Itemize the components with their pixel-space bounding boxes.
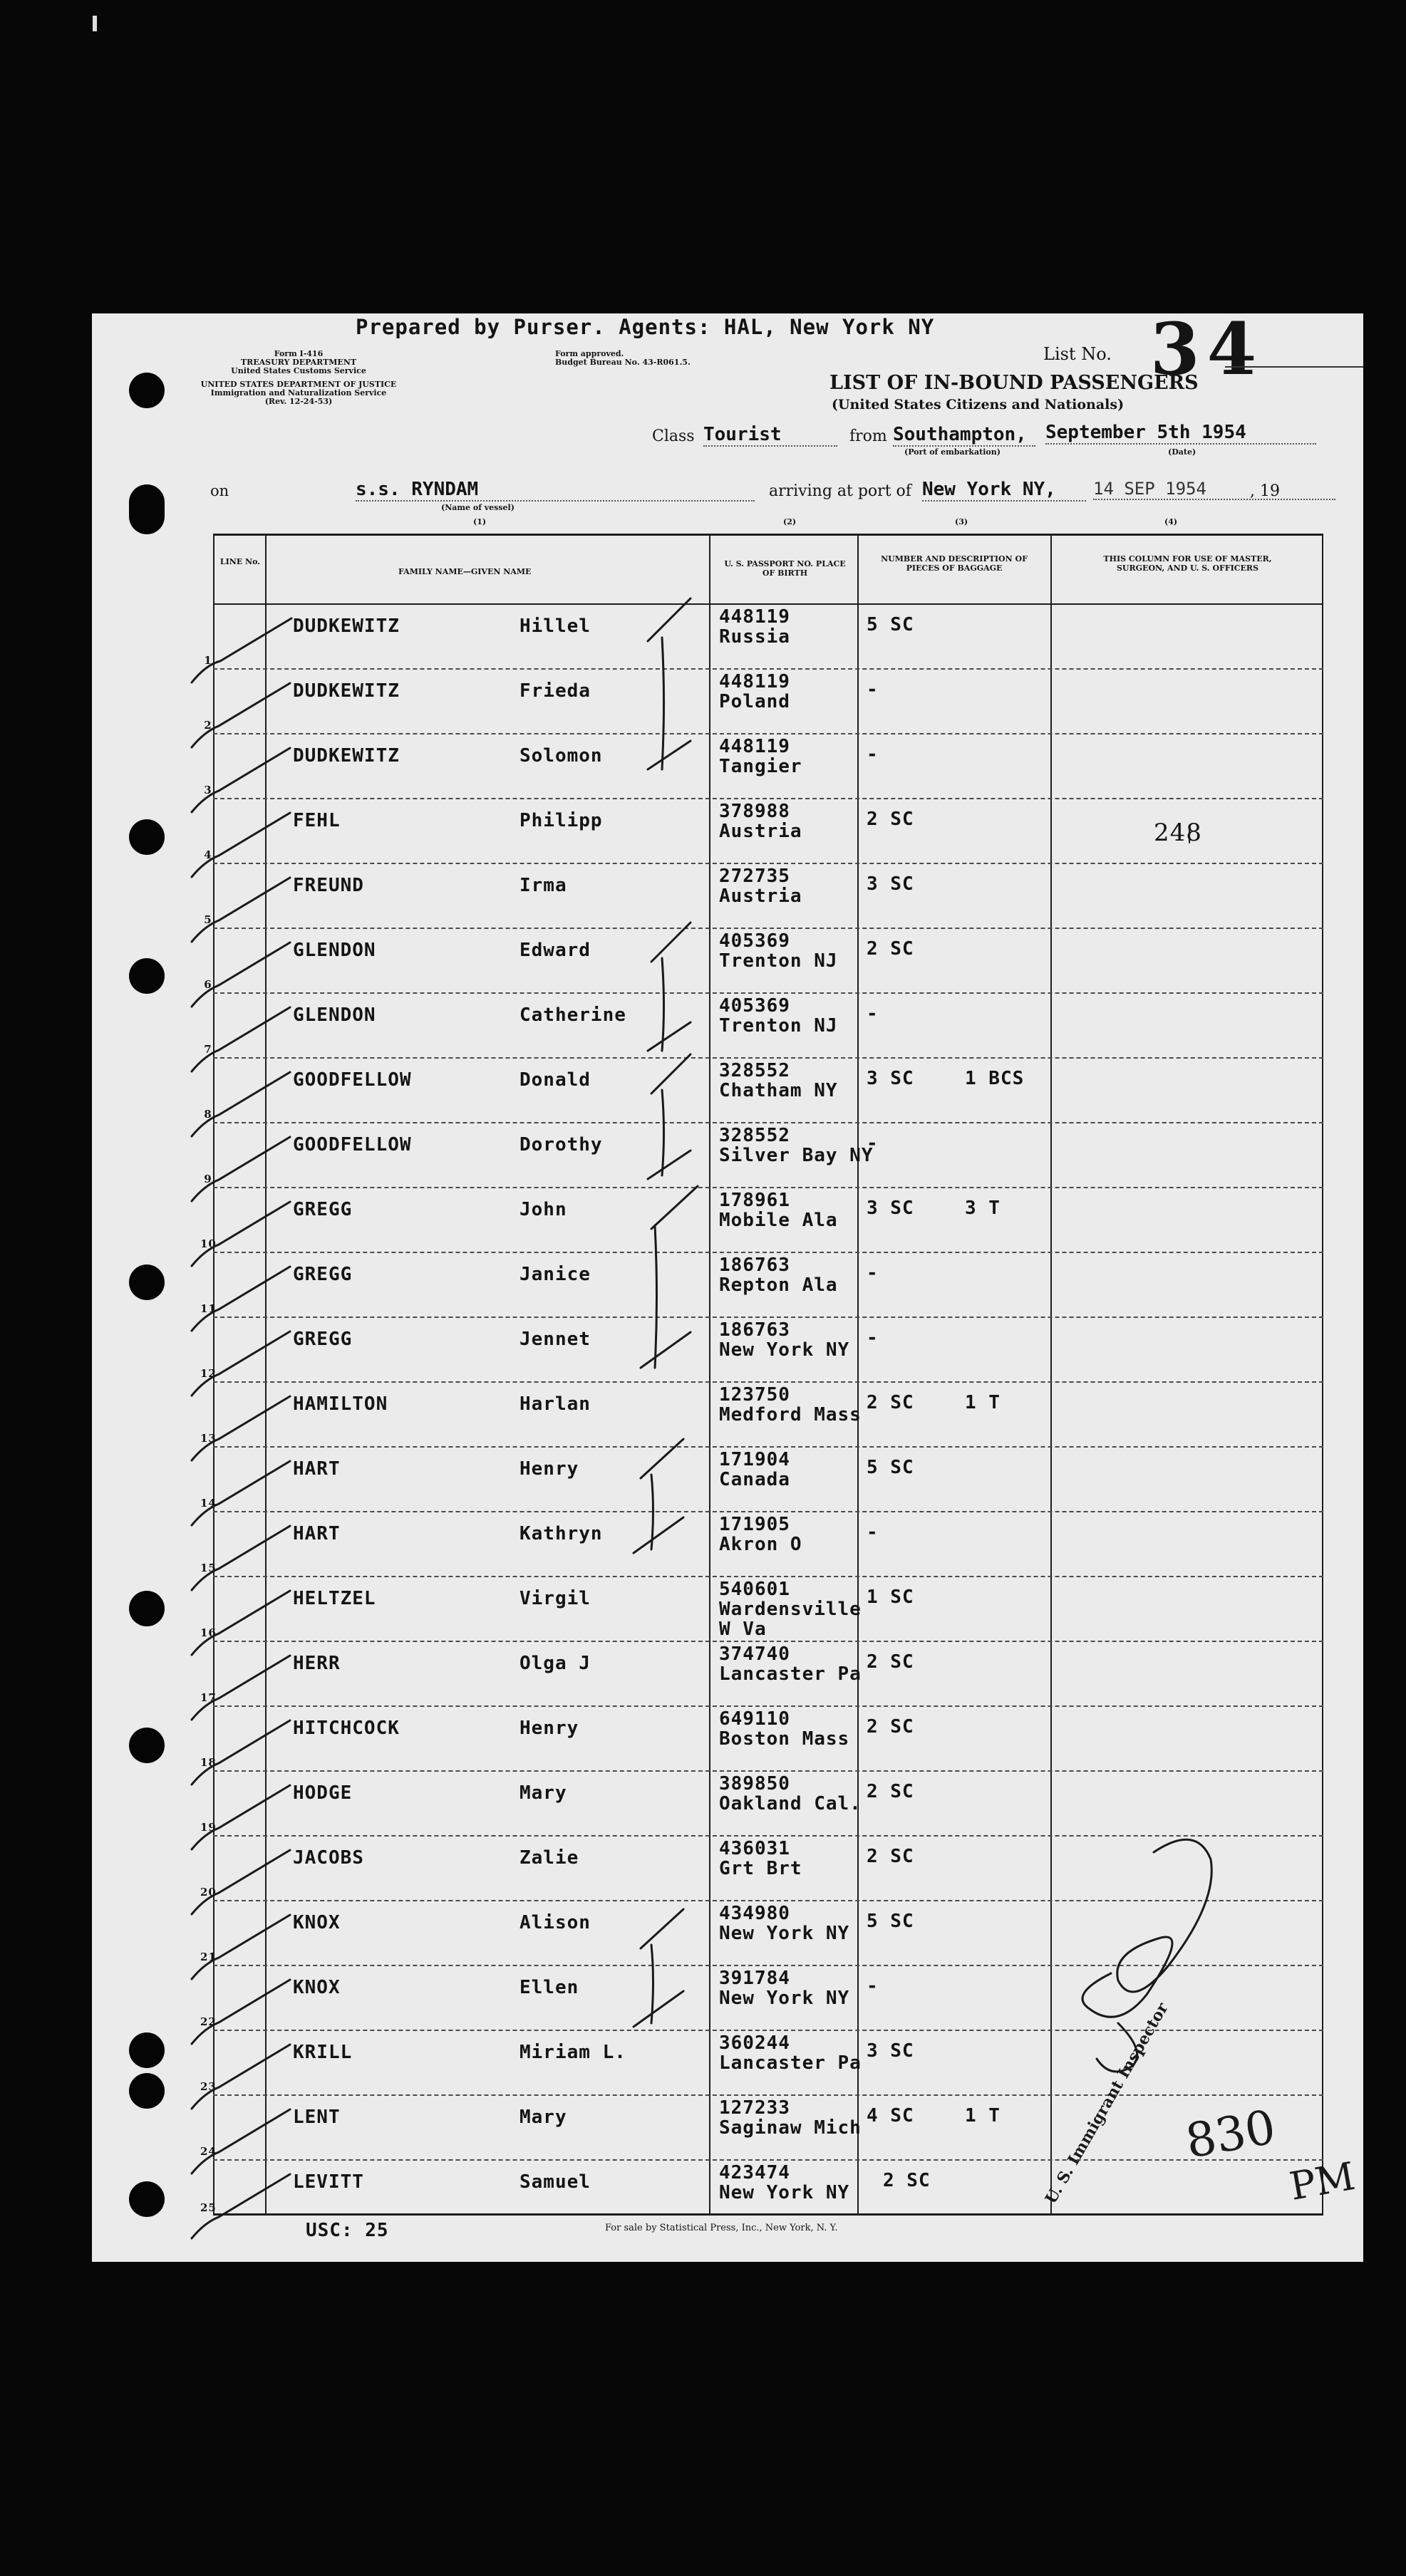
given-name: Zalie — [520, 1847, 579, 1869]
list-number-label: List No. — [1043, 344, 1112, 364]
family-name: HELTZEL — [293, 1588, 376, 1609]
form-department: TREASURY DEPARTMENT — [240, 358, 357, 367]
baggage: - — [867, 1327, 879, 1349]
column-number-2: (2) — [783, 517, 797, 526]
family-name: HERR — [293, 1653, 341, 1674]
line-number: 7 — [204, 1043, 212, 1056]
arriving-label: arriving at port of — [769, 482, 911, 500]
form-approved: Form approved. — [555, 349, 624, 358]
given-name: Solomon — [520, 745, 603, 767]
check-mark — [192, 1072, 290, 1136]
line-number: 13 — [200, 1432, 217, 1445]
line-number: 20 — [200, 1886, 217, 1899]
passport-number: 649110 — [719, 1708, 790, 1730]
name-column-header: FAMILY NAME—GIVEN NAME — [398, 567, 532, 576]
line-number: 8 — [204, 1108, 212, 1121]
arrival-time: 830 — [1182, 2099, 1280, 2169]
handwritten-marks — [92, 313, 1363, 2262]
family-bracket — [641, 1186, 698, 1368]
line-number: 24 — [200, 2145, 217, 2158]
baggage: 2 SC — [867, 1651, 914, 1673]
check-mark — [192, 813, 290, 877]
given-name: Olga J — [520, 1653, 591, 1674]
voyage-date: September 5th 1954 — [1045, 422, 1316, 445]
family-name: GREGG — [293, 1264, 353, 1285]
baggage: 3 SC — [867, 1198, 914, 1219]
place-of-birth: Austria — [719, 886, 802, 907]
baggage-extra: 3 T — [965, 1198, 1001, 1219]
family-name: HAMILTON — [293, 1393, 388, 1415]
line-number: 6 — [204, 978, 212, 991]
passport-number: 423474 — [719, 2162, 790, 2183]
passport-number: 374740 — [719, 1643, 790, 1665]
place-of-birth: Medford Mass — [719, 1404, 862, 1425]
check-mark — [192, 2109, 290, 2174]
given-name: Philipp — [520, 810, 603, 831]
baggage: 5 SC — [867, 1457, 914, 1478]
line-number: 2 — [204, 719, 212, 732]
line-number: 15 — [200, 1562, 217, 1574]
family-bracket — [648, 923, 691, 1051]
line-number: 16 — [200, 1626, 217, 1639]
passport-number: 391784 — [719, 1968, 790, 1989]
baggage: 2 SC — [867, 1846, 914, 1867]
baggage: 3 SC — [867, 1068, 914, 1089]
baggage-extra: 1 BCS — [965, 1068, 1025, 1089]
line-number: 3 — [204, 784, 212, 796]
place-of-birth: Akron O — [719, 1534, 802, 1555]
baggage: - — [867, 679, 879, 700]
line-number: 22 — [200, 2015, 217, 2028]
family-name: GOODFELLOW — [293, 1134, 412, 1155]
place-of-birth: Grt Brt — [719, 1858, 802, 1879]
column-number-3: (3) — [955, 517, 968, 526]
place-of-birth: Boston Mass — [719, 1728, 850, 1750]
family-name: GLENDON — [293, 1004, 376, 1026]
place-of-birth: Repton Ala — [719, 1274, 838, 1296]
line-number-header: LINE No. — [219, 557, 261, 566]
printer-credit: For sale by Statistical Press, Inc., New York, N. Y. — [605, 2223, 838, 2233]
baggage: 2 SC — [883, 2170, 931, 2191]
given-name: Donald — [520, 1069, 591, 1091]
baggage: - — [867, 1262, 879, 1284]
line-number: 9 — [204, 1173, 212, 1185]
baggage: 3 SC — [867, 873, 914, 895]
arrival-meridiem: PM — [1286, 2153, 1359, 2209]
baggage: 2 SC — [867, 809, 914, 830]
place-of-birth: Silver Bay NY — [719, 1145, 874, 1166]
line-number: 17 — [200, 1691, 217, 1704]
baggage: - — [867, 1133, 879, 1154]
given-name: Mary — [520, 1782, 567, 1804]
passport-number: 389850 — [719, 1773, 790, 1795]
given-name: Jennet — [520, 1329, 591, 1350]
form-revision: (Rev. 12-24-53) — [264, 397, 333, 406]
class-value: Tourist — [703, 424, 837, 447]
passport-number: 272735 — [719, 866, 790, 887]
place-of-birth: Canada — [719, 1469, 790, 1490]
passport-number: 378988 — [719, 801, 790, 822]
place-of-birth: Saginaw Mich — [719, 2117, 862, 2139]
column-number-4: (4) — [1164, 517, 1178, 526]
baggage: - — [867, 744, 879, 765]
place-of-birth: Tangier — [719, 756, 802, 777]
inspector-signature — [1082, 1839, 1211, 2017]
immigrant-inspector-stamp: U. S. Immigrant Inspector — [1041, 1999, 1172, 2207]
check-mark — [192, 942, 290, 1007]
place-of-birth: Lancaster Pa — [719, 2052, 862, 2074]
check-mark — [192, 1915, 290, 1979]
family-name: KNOX — [293, 1977, 341, 1998]
line-number: 1 — [204, 654, 212, 667]
place-of-birth: Chatham NY — [719, 1080, 838, 1101]
passport-number: 123750 — [719, 1384, 790, 1406]
line-number: 12 — [200, 1367, 217, 1380]
passport-number: 178961 — [719, 1190, 790, 1211]
family-name: DUDKEWITZ — [293, 680, 400, 702]
baggage: 4 SC — [867, 2105, 914, 2126]
family-name: KRILL — [293, 2042, 353, 2063]
passport-number: 434980 — [719, 1903, 790, 1924]
baggage: 5 SC — [867, 1911, 914, 1932]
passport-number: 540601 — [719, 1579, 790, 1600]
place-of-birth: New York NY — [719, 1988, 850, 2009]
budget-bureau: Budget Bureau No. 43-R061.5. — [555, 358, 691, 367]
given-name: Virgil — [520, 1588, 591, 1609]
given-name: Ellen — [520, 1977, 579, 1998]
vessel-name: s.s. RYNDAM — [356, 479, 755, 502]
line-number: 21 — [200, 1951, 217, 1963]
place-of-birth: Russia — [719, 626, 790, 648]
place-of-birth: Poland — [719, 691, 790, 712]
column-number-1: (1) — [473, 517, 487, 526]
place-of-birth: Mobile Ala — [719, 1210, 838, 1231]
family-name: GOODFELLOW — [293, 1069, 412, 1091]
given-name: Alison — [520, 1912, 591, 1933]
family-name: DUDKEWITZ — [293, 616, 400, 637]
given-name: Dorothy — [520, 1134, 603, 1155]
given-name: John — [520, 1199, 567, 1220]
place-of-birth: Austria — [719, 821, 802, 842]
check-mark — [192, 1137, 290, 1201]
line-number: 18 — [200, 1756, 217, 1769]
passport-number: 448119 — [719, 671, 790, 692]
check-mark — [192, 1202, 290, 1266]
baggage: 3 SC — [867, 2040, 914, 2062]
baggage-extra: 1 T — [965, 2105, 1001, 2126]
check-mark — [192, 878, 290, 942]
check-mark — [192, 1720, 290, 1785]
check-mark — [192, 1007, 290, 1071]
family-name: GLENDON — [293, 940, 376, 961]
place-of-birth: Oakland Cal. — [719, 1793, 862, 1814]
port-of-embarkation: Southampton, — [893, 424, 1035, 447]
line-number: 10 — [200, 1237, 217, 1250]
place-of-birth: Trenton NJ — [719, 1015, 838, 1037]
check-mark — [192, 1396, 290, 1460]
passport-number: 436031 — [719, 1838, 790, 1859]
line-number: 4 — [204, 848, 212, 861]
family-name: DUDKEWITZ — [293, 745, 400, 767]
officers-column-header: THIS COLUMN FOR USE OF MASTER, SURGEON, AND U. S. OFFICERS — [1103, 554, 1272, 573]
check-mark — [192, 1656, 290, 1720]
date-caption: (Date) — [1168, 447, 1196, 457]
family-name: HITCHCOCK — [293, 1718, 400, 1739]
family-name: HODGE — [293, 1782, 353, 1804]
family-bracket — [648, 598, 691, 769]
check-mark — [192, 2045, 290, 2109]
given-name: Henry — [520, 1458, 579, 1480]
given-name: Harlan — [520, 1393, 591, 1415]
line-number: 19 — [200, 1821, 217, 1834]
place-of-birth: Lancaster Pa — [719, 1663, 862, 1685]
immigration-service: Immigration and Naturalization Service — [210, 388, 387, 398]
given-name: Henry — [520, 1718, 579, 1739]
list-title: LIST OF IN-BOUND PASSENGERS — [829, 372, 1199, 394]
check-mark — [192, 1850, 290, 1914]
from-label: from — [849, 427, 887, 445]
usc-count: USC: 25 — [306, 2220, 389, 2241]
list-number: 34 — [1150, 313, 1264, 391]
baggage: 5 SC — [867, 614, 914, 635]
family-bracket — [634, 1909, 683, 2027]
place-of-birth: Trenton NJ — [719, 950, 838, 972]
line-number: 5 — [204, 913, 212, 926]
given-name: Samuel — [520, 2171, 591, 2193]
place-of-birth: Wardensville W Va — [719, 1599, 862, 1640]
family-name: LEVITT — [293, 2171, 364, 2193]
manifest-page — [92, 313, 1363, 2262]
check-mark — [192, 2174, 290, 2238]
line-number: 25 — [200, 2201, 217, 2214]
baggage: - — [867, 1003, 879, 1024]
form-service: United States Customs Service — [231, 366, 366, 375]
passport-number: 171904 — [719, 1449, 790, 1470]
port-caption: (Port of embarkation) — [904, 447, 1001, 457]
given-name: Janice — [520, 1264, 591, 1285]
baggage: - — [867, 1975, 879, 1997]
baggage: 2 SC — [867, 938, 914, 960]
check-mark — [192, 1331, 290, 1396]
baggage: 2 SC — [867, 1781, 914, 1802]
passport-number: 360244 — [719, 2032, 790, 2054]
baggage: 2 SC — [867, 1392, 914, 1413]
arrival-port: New York NY, — [922, 479, 1086, 502]
justice-department: UNITED STATES DEPARTMENT OF JUSTICE — [200, 380, 397, 389]
given-name: Catherine — [520, 1004, 626, 1026]
family-name: JACOBS — [293, 1847, 364, 1869]
family-name: FREUND — [293, 875, 364, 896]
passport-number: 448119 — [719, 606, 790, 628]
check-mark — [192, 1267, 290, 1331]
given-name: Hillel — [520, 616, 591, 637]
family-bracket — [648, 1054, 691, 1179]
check-mark — [192, 1526, 290, 1590]
family-name: FEHL — [293, 810, 341, 831]
family-bracket — [634, 1439, 683, 1553]
passport-number: 127233 — [719, 2097, 790, 2119]
form-number: Form I-416 — [274, 349, 324, 358]
check-mark — [192, 1461, 290, 1525]
passport-number: 328552 — [719, 1125, 790, 1146]
arrival-date-stamp: 14 SEP 1954 — [1093, 479, 1335, 500]
baggage: - — [867, 1522, 879, 1543]
line-number: 11 — [200, 1302, 217, 1315]
passport-number: 171905 — [719, 1514, 790, 1535]
given-name: Edward — [520, 940, 591, 961]
check-mark — [192, 1980, 290, 2044]
baggage: 1 SC — [867, 1586, 914, 1608]
place-of-birth: New York NY — [719, 1923, 850, 1944]
place-of-birth: New York NY — [719, 1339, 850, 1361]
check-mark — [192, 683, 290, 747]
check-mark — [192, 1591, 290, 1655]
family-name: HART — [293, 1523, 341, 1544]
year-label: , 19 — [1250, 482, 1280, 500]
family-name: HART — [293, 1458, 341, 1480]
passport-number: 405369 — [719, 930, 790, 952]
passport-number: 448119 — [719, 736, 790, 757]
given-name: Mary — [520, 2107, 567, 2128]
on-label: on — [210, 482, 229, 499]
line-number: 14 — [200, 1497, 217, 1510]
scan-edge-mark — [93, 16, 97, 31]
given-name: Kathryn — [520, 1523, 603, 1544]
class-label: Class — [652, 427, 695, 445]
line-number: 23 — [200, 2080, 217, 2093]
family-name: GREGG — [293, 1329, 353, 1350]
family-name: KNOX — [293, 1912, 341, 1933]
passport-number: 405369 — [719, 995, 790, 1017]
vessel-caption: (Name of vessel) — [441, 503, 515, 512]
passport-number: 328552 — [719, 1060, 790, 1081]
given-name: Irma — [520, 875, 567, 896]
passport-number: 186763 — [719, 1319, 790, 1341]
list-subtitle: (United States Citizens and Nationals) — [832, 397, 1125, 412]
baggage-column-header: NUMBER AND DESCRIPTION OF PIECES OF BAGGAGE — [881, 554, 1028, 573]
check-mark — [192, 1785, 290, 1849]
check-mark — [192, 618, 291, 682]
place-of-birth: New York NY — [719, 2182, 850, 2203]
given-name: Miriam L. — [520, 2042, 626, 2063]
passport-column-header: U. S. PASSPORT NO. PLACE OF BIRTH — [724, 559, 846, 578]
baggage: 2 SC — [867, 1716, 914, 1738]
check-mark — [192, 748, 290, 812]
officer-note: 248 — [1154, 819, 1202, 847]
family-name: GREGG — [293, 1199, 353, 1220]
passport-number: 186763 — [719, 1255, 790, 1276]
given-name: Frieda — [520, 680, 591, 702]
prepared-by-line: Prepared by Purser. Agents: HAL, New York NY — [356, 315, 935, 339]
baggage-extra: 1 T — [965, 1392, 1001, 1413]
family-name: LENT — [293, 2107, 341, 2128]
